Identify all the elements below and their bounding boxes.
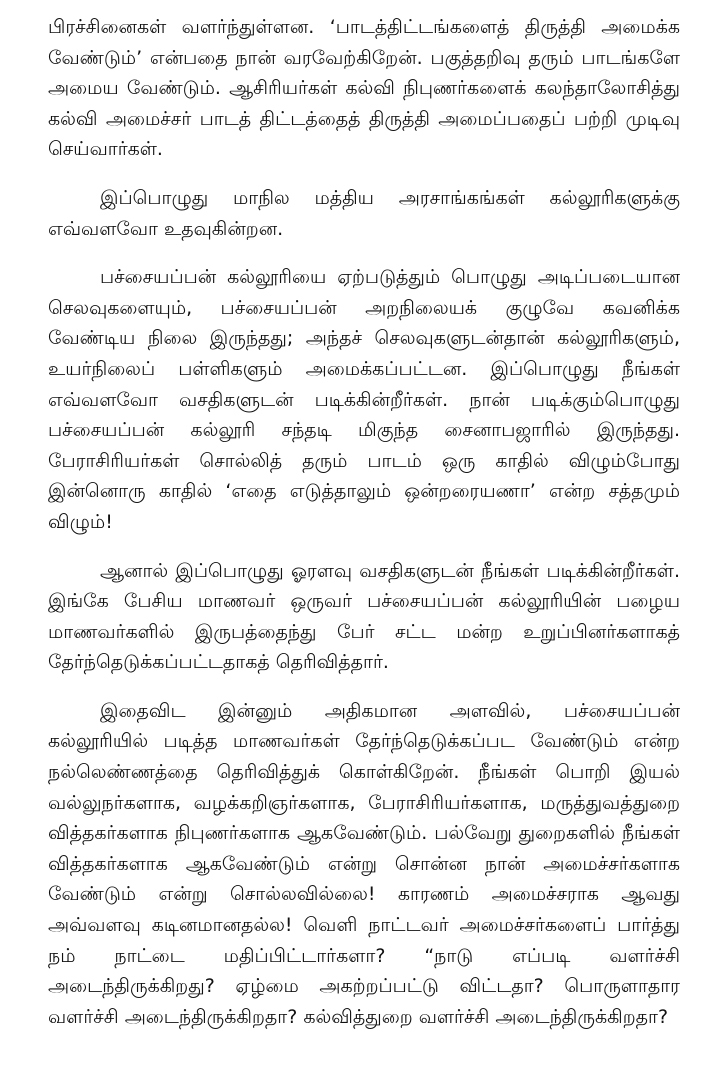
paragraph-5: இதைவிட இன்னும் அதிகமான அளவில், பச்சையப்பன் கல்லூரியில் படித்த மாணவர்கள் தேர்ந்தெடுக்கப்பட வேண்டும் என்ற நல்லெண்ணத்தை தெரிவித்துக் கொள்கிறேன். நீங்கள் பொறி இயல் வல்லுநர்களாக, வழக்கறிஞர்களாக, பேராசிரியர்களாக, மருத்துவத்துறை வித்தகர்களாக நிபுணர்களாக ஆகவேண்டும். பல்வேறு துறைகளில் நீங்கள் வித்தகர்களாக ஆகவேண்டும் என்று சொன்ன நான் அமைச்சர்களாக வேண்டும் என்று சொல்லவில்லை! காரணம் அமைச்சராக ஆவது அவ்வளவு கடினமானதல்ல! வெளி நாட்டவர் அமைச்சர்களைப் பார்த்து நம் நாட்டை மதிப்பிட்டார்களா? “நாடு எப்படி வளர்ச்சி அடைந்திருக்கிறது? ஏழ்மை அகற்றப்பட்டு விட்டதா? பொருளாதார வளர்ச்சி அடைந்திருக்கிறதா? கல்வித்துறை வளர்ச்சி அடைந்திருக்கிறதா? bbox=[48, 699, 680, 1028]
paragraph-3: பச்சையப்பன் கல்லூரியை ஏற்படுத்தும் பொழுது அடிப்படையான செலவுகளையும், பச்சையப்பன் அறநிலையக் குழுவே கவனிக்க வேண்டிய நிலை இருந்தது; அந்தச் செலவுகளுடன்தான் கல்லூரிகளும், உயர்நிலைப் பள்ளிகளும் அமைக்கப்பட்டன. இப்பொழுது நீங்கள் எவ்வளவோ வசதிகளுடன் படிக்கின்றீர்கள். நான் படிக்கும்பொழுது பச்சையப்பன் கல்லூரி சந்தடி மிகுந்த சைனாபஜாரில் இருந்தது. பேராசிரியர்கள் சொல்லித் தரும் பாடம் ஒரு காதில் விழும்போது இன்னொரு காதில் ‘எதை எடுத்தாலும் ஒன்றரையணா’ என்ற சத்தமும் விழும்! bbox=[48, 266, 680, 533]
page-text bbox=[48, 12, 680, 1050]
paragraph-4: ஆனால் இப்பொழுது ஓரளவு வசதிகளுடன் நீங்கள் படிக்கின்றீர்கள். இங்கே பேசிய மாணவர் ஒருவர் பச்சையப்பன் கல்லூரியின் பழைய மாணவர்களில் இருபத்தைந்து பேர் சட்ட மன்ற உறுப்பினர்களாகத் தேர்ந்தெடுக்கப்பட்டதாகத் தெரிவித்தார். bbox=[48, 559, 680, 674]
paragraph-1: பிரச்சினைகள் வளர்ந்துள்ளன. ‘பாடத்திட்டங்களைத் திருத்தி அமைக்க வேண்டும்’ என்பதை நான் வரவேற்கிறேன். பகுத்தறிவு தரும் பாடங்களே அமைய வேண்டும். ஆசிரியர்கள் கல்வி நிபுணர்களைக் கலந்தாலோசித்து கல்வி அமைச்சர் பாடத் திட்டத்தைத் திருத்தி அமைப்பதைப் பற்றி முடிவு செய்வார்கள். bbox=[48, 16, 680, 161]
paragraph-2: இப்பொழுது மாநில மத்திய அரசாங்கங்கள் கல்லூரிகளுக்கு எவ்வளவோ உதவுகின்றன. bbox=[48, 186, 680, 240]
